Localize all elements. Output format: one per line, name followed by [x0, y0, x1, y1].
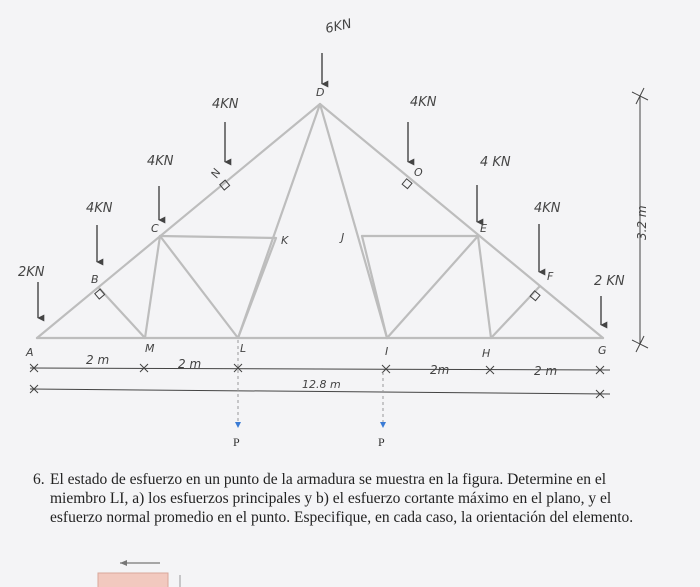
load-label-f: 4KN — [534, 201, 561, 216]
p-label-right: P — [378, 435, 385, 449]
load-label-top: 6KN — [324, 16, 354, 37]
dim-label-am: 2 m — [86, 353, 110, 367]
member-c-m — [145, 236, 160, 338]
load-label-left-top: 4KN — [212, 97, 239, 112]
node-labels — [25, 86, 607, 360]
member-c-k — [160, 236, 276, 238]
dimension-lines — [30, 88, 648, 398]
load-label-g: 2 KN — [594, 274, 625, 289]
node-label-k: K — [281, 234, 289, 247]
dim-label-hg: 2 m — [534, 364, 558, 378]
problem-text: El estado de esfuerzo en un punto de la armadura se muestra en la figura. Determine en el miembro LI, a) los esfuerzos principales y b) el esfuerzo cortante máximo en el plano, y el esfuerzo normal promedio en el punto. Especifique, en cada caso, la orientación del elemento. — [50, 471, 634, 526]
node-label-h: H — [482, 347, 491, 360]
problem-number: 6. — [33, 471, 45, 488]
node-label-g: G — [598, 344, 607, 357]
load-label-right-top: 4KN — [410, 95, 437, 110]
dim-label-span: 12.8 m — [302, 378, 341, 391]
node-label-l: L — [240, 342, 247, 355]
node-label-m: M — [145, 342, 155, 355]
dim-label-height: 3.2 m — [635, 205, 649, 240]
load-label-a: 2KN — [18, 265, 45, 280]
node-label-j: J — [341, 231, 345, 244]
member-c-l — [160, 236, 238, 338]
node-label-i: I — [385, 345, 389, 358]
load-label-c: 4KN — [147, 154, 174, 169]
dim-line-upper — [30, 368, 610, 370]
member-e-h — [478, 236, 491, 338]
node-label-o: O — [414, 166, 423, 179]
node-label-b: B — [91, 273, 99, 286]
stress-element-partial — [98, 560, 180, 587]
node-label-a: A — [26, 346, 34, 359]
stress-arrow-head — [120, 560, 127, 566]
member-e-i — [387, 236, 478, 338]
p-arrow-right-head — [380, 422, 386, 428]
member-top-right — [320, 104, 603, 338]
stress-element-box — [98, 573, 168, 587]
load-label-b: 4KN — [86, 201, 113, 216]
node-label-n: N — [208, 166, 224, 181]
p-forces — [233, 340, 389, 449]
dimension-labels — [86, 205, 649, 391]
node-label-f: F — [547, 270, 554, 283]
member-b-m — [99, 288, 145, 338]
p-label-left: P — [233, 435, 240, 449]
dim-label-ih: 2m — [430, 363, 450, 377]
member-d-i — [320, 104, 387, 338]
truss — [37, 104, 603, 338]
node-label-d: D — [316, 86, 325, 99]
member-top-left — [37, 104, 320, 338]
load-label-e: 4 KN — [480, 155, 511, 170]
node-label-c: C — [151, 222, 159, 235]
node-label-e: E — [480, 222, 487, 235]
dim-label-ml: 2 m — [178, 357, 202, 371]
member-j-i — [362, 236, 387, 338]
p-arrow-left-head — [235, 422, 241, 428]
problem-statement — [33, 470, 653, 527]
